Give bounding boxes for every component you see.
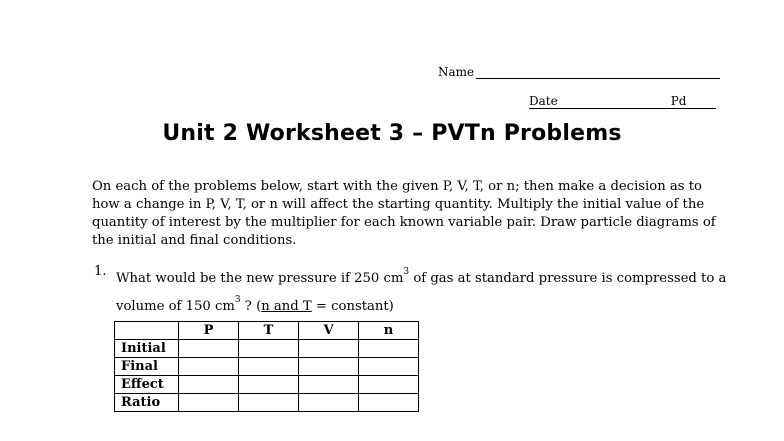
table-header-cell: T <box>239 322 299 340</box>
table-cell[interactable] <box>179 340 239 358</box>
table-header-cell: n <box>359 322 419 340</box>
table-cell[interactable] <box>299 394 359 412</box>
table-cell[interactable] <box>179 358 239 376</box>
table-cell[interactable] <box>359 358 419 376</box>
table-cell[interactable] <box>359 394 419 412</box>
table-cell[interactable] <box>359 340 419 358</box>
pvtn-table <box>114 321 419 412</box>
table-cell[interactable] <box>359 376 419 394</box>
table-cell[interactable] <box>239 394 299 412</box>
table-cell[interactable] <box>239 358 299 376</box>
pd-label: Pd <box>670 94 687 108</box>
instructions-line: the initial and final conditions. <box>92 233 297 248</box>
date-label: Date <box>529 94 558 108</box>
name-field[interactable] <box>438 65 720 79</box>
table-header-row <box>115 322 419 340</box>
row-label: Initial <box>115 340 179 358</box>
pd-blank[interactable] <box>686 95 716 109</box>
date-blank[interactable] <box>558 95 671 109</box>
table-cell[interactable] <box>179 394 239 412</box>
table-row <box>115 358 419 376</box>
problem-text-line-1: What would be the new pressure if 250 $cm^3$ of gas at standard pressure is compressed to a <box>116 267 727 286</box>
table-header-cell: P <box>179 322 239 340</box>
table-cell[interactable] <box>299 340 359 358</box>
page-title: Unit 2 Worksheet 3 – PVTn Problems <box>162 121 622 146</box>
table-cell[interactable] <box>179 376 239 394</box>
instructions-paragraph <box>92 178 732 250</box>
name-blank[interactable] <box>476 65 720 79</box>
row-label: Effect <box>115 376 179 394</box>
table-row <box>115 340 419 358</box>
table-row <box>115 394 419 412</box>
table-cell[interactable] <box>239 340 299 358</box>
instructions-line: On each of the problems below, start with the given P, V, T, or n; then make a decision as to <box>92 179 702 194</box>
table-row <box>115 376 419 394</box>
table-cell[interactable] <box>299 376 359 394</box>
row-label: Ratio <box>115 394 179 412</box>
row-label: Final <box>115 358 179 376</box>
table-header-cell: V <box>299 322 359 340</box>
table-header-cell <box>115 322 179 340</box>
date-pd-field[interactable] <box>529 94 716 109</box>
instructions-line: quantity of interest by the multiplier for each known variable pair. Draw particle diagrams of <box>92 215 716 230</box>
problem-number: 1. <box>94 264 107 279</box>
name-label: Name <box>438 65 475 79</box>
table-cell[interactable] <box>299 358 359 376</box>
table-cell[interactable] <box>239 376 299 394</box>
instructions-line: how a change in P, V, T, or n will affect the starting quantity. Multiply the initial value of the <box>92 197 705 212</box>
problem-text-line-2: volume of 150 $cm^3$ ? (n and T = constant) <box>116 295 394 314</box>
